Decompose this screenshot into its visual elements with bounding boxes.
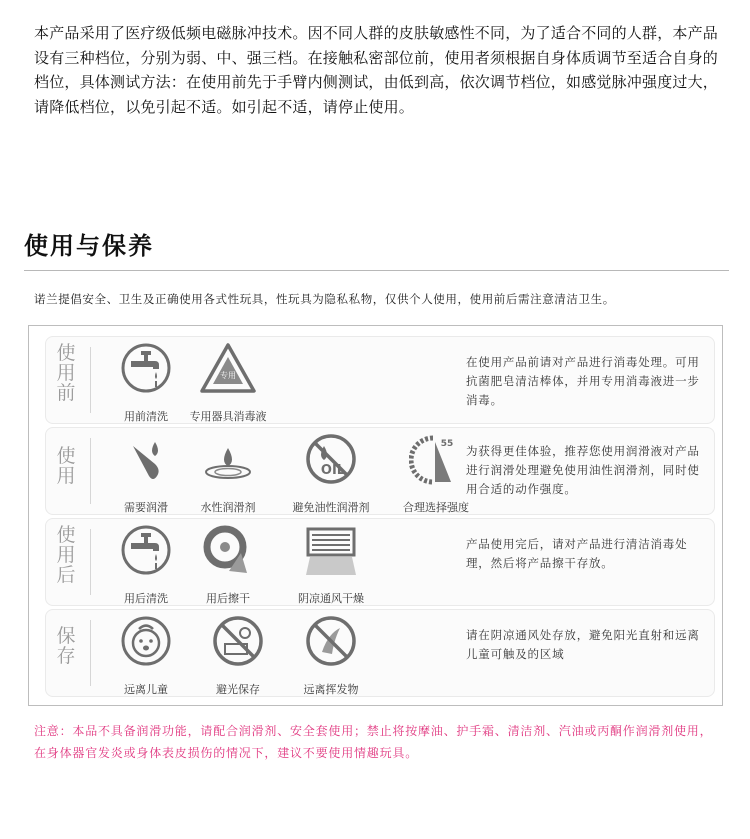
oil-icon-text: OIL [320, 463, 346, 478]
strength-icon-text: 55 [440, 439, 454, 449]
item-ventilate [281, 523, 381, 603]
row-divider [90, 620, 91, 686]
faucet-icon [119, 523, 173, 577]
item-disinfectant [178, 341, 278, 421]
item-label: 专用器具消毒液 [189, 410, 267, 423]
row-label: 使用前 [56, 342, 76, 404]
row-during-use [45, 427, 715, 515]
item-avoid-volatiles [281, 614, 381, 694]
child-face-icon [119, 614, 173, 668]
row-divider [90, 347, 91, 413]
no-sun-icon [211, 614, 265, 668]
tissue-roll-icon [201, 523, 255, 577]
item-keep-from-children [96, 614, 196, 694]
warning-triangle-icon [198, 341, 258, 395]
item-label: 阴凉通风干燥 [298, 592, 364, 605]
item-label: 用后清洗 [124, 592, 168, 605]
row-divider [90, 529, 91, 595]
air-vent-icon [304, 523, 358, 577]
item-label: 远离挥发物 [303, 683, 359, 696]
faucet-icon [119, 341, 173, 395]
strength-dial-icon [409, 432, 463, 486]
item-label: 用后擦干 [206, 592, 250, 605]
item-label: 需要润滑 [124, 501, 168, 514]
item-label: 避光保存 [216, 683, 260, 696]
no-hairdryer-icon [304, 614, 358, 668]
intro-paragraph: 本产品采用了医疗级低频电磁脉冲技术。因不同人群的皮肤敏感性不同，为了适合不同的人群，本产品设有三种档位，分别为弱、中、强三档。在接触私密部位前，使用者须根据自身体质调节至适合自身的档位，具体测试方法：在使用前先于手臂内侧测试，由低到高，依次调节档位，如感觉脉冲强度过大，请降低档位，以免引起不适。如引起不适，请停止使用。 [34, 24, 719, 116]
no-oil-icon [304, 432, 358, 486]
item-avoid-light [188, 614, 288, 694]
row-description: 产品使用完后，请对产品进行清洁消毒处理，然后将产品擦干存放。 [466, 537, 688, 570]
row-before-use [45, 336, 715, 424]
item-label: 远离儿童 [124, 683, 168, 696]
item-avoid-oil [281, 432, 381, 512]
row-label: 保存 [56, 625, 76, 667]
row-divider [90, 438, 91, 504]
item-water-lubricant [178, 432, 278, 512]
section-title: 使用与保养 [24, 232, 154, 260]
item-label: 水性润滑剂 [200, 501, 256, 514]
warning-notice: 注意：本品不具备润滑功能，请配合润滑剂、安全套使用；禁止将按摩油、护手霜、清洁剂、汽油或丙酮作润滑剂使用，在身体器官发炎或身体表皮损伤的情况下，建议不要使用情趣玩具。 [34, 724, 713, 760]
row-description: 在使用产品前请对产品进行消毒处理。可用抗菌肥皂清洁棒体，并用专用消毒液进一步消毒。 [466, 355, 700, 407]
item-label: 合理选择强度 [403, 501, 469, 514]
hygiene-statement: 诺兰提倡安全、卫生及正确使用各式性玩具，性玩具为隐私私物，仅供个人使用，使用前后需注意清洁卫生。 [34, 292, 615, 306]
row-storage [45, 609, 715, 697]
row-description: 请在阴凉通风处存放，避免阳光直射和远离儿童可触及的区域 [466, 628, 700, 661]
item-label: 避免油性润滑剂 [292, 501, 370, 514]
title-divider [24, 270, 729, 271]
water-drop-icon [198, 432, 258, 486]
row-label: 使用后 [56, 524, 76, 586]
item-dry-after [178, 523, 278, 603]
row-label: 使用 [56, 445, 76, 487]
lubricant-drop-icon [119, 432, 173, 486]
item-label: 用前清洗 [124, 410, 168, 423]
row-description: 为获得更佳体验，推荐您使用润滑液对产品进行润滑处理避免使用油性润滑剂，同时使用合适的动作强度。 [466, 444, 700, 496]
care-panel [28, 325, 723, 706]
warning-icon-text: 专用 [220, 371, 236, 380]
row-after-use [45, 518, 715, 606]
